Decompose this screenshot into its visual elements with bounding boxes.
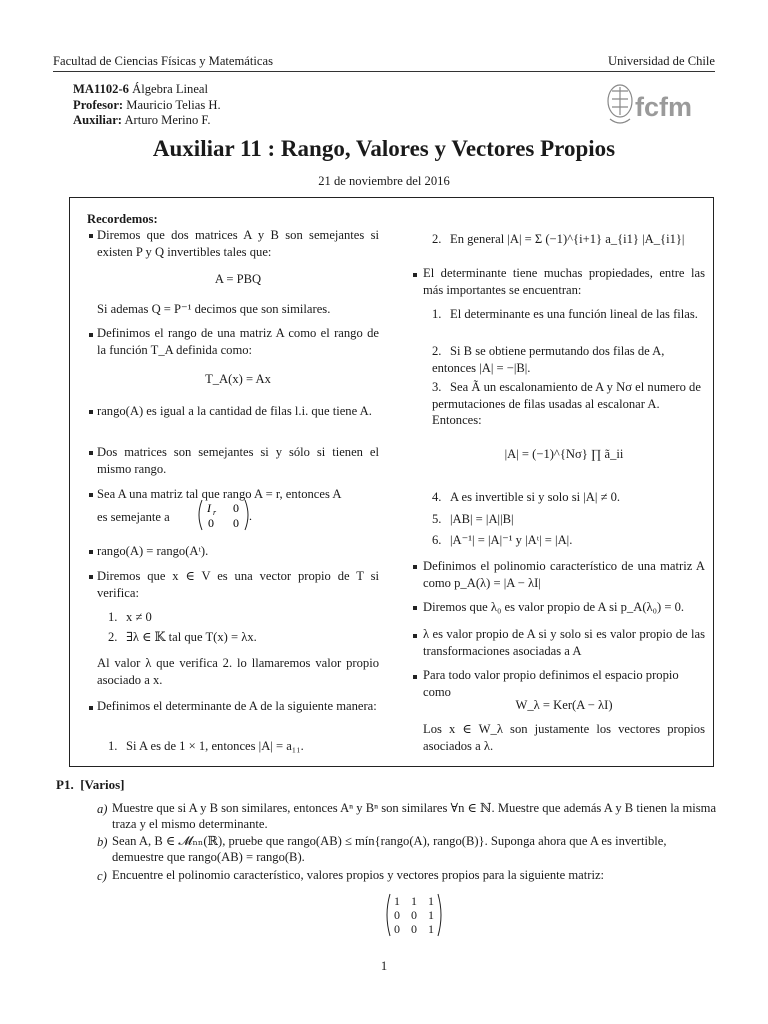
right-r2: Definimos el polinomio característico de una matriz A como p_A(λ) = |A − λI| (423, 559, 705, 590)
fcfm-logo (604, 79, 696, 129)
matrix-cell: 0 (411, 922, 417, 936)
right-r4: λ es valor propio de A si y solo si es valor propio de las transformaciones asociadas a A (423, 627, 705, 658)
matrix-cell: 0 (394, 908, 400, 922)
matrix-cell: 1 (394, 894, 400, 908)
page-title: Auxiliar 11 : Rango, Valores y Vectores Propios (152, 136, 616, 161)
left-b5a: Sea A una matriz tal que rango A = r, entonces A (97, 487, 342, 501)
right-p2: 2. Si B se obtiene permutando dos filas de A, entonces |A| = −|B|. (432, 344, 665, 375)
matrix-cell: 0 (394, 922, 400, 936)
matrix-cell: 1 (428, 908, 434, 922)
page-number: 1 (380, 959, 388, 973)
left-b7-1: 1. x ≠ 0 (108, 610, 152, 624)
right-r5c: Los x ∈ W_λ son justamente los vectores propios asociados a λ. (423, 722, 705, 753)
svg-text:0: 0 (233, 516, 239, 530)
bullet (413, 634, 417, 638)
p1-a-label: a) (97, 802, 108, 816)
bullet (89, 451, 93, 455)
bullet (413, 606, 417, 610)
left-b1: Diremos que dos matrices A y B son semejantes si existen P y Q invertibles tales que: (97, 228, 379, 259)
p1-c: Encuentre el polinomio característico, valores propios y vectores propios para la siguiente matriz: (112, 868, 605, 882)
bullet (89, 493, 93, 497)
header-faculty: Facultad de Ciencias Físicas y Matemáticas (53, 54, 273, 68)
logo-text: fcfm (635, 92, 693, 122)
svg-text:0: 0 (208, 516, 214, 530)
bullet (89, 550, 93, 554)
left-b7-2: 2. ∃λ ∈ 𝕂 tal que T(x) = λx. (108, 630, 257, 644)
left-b1b: Si ademas Q = P⁻¹ decimos que son similares. (97, 302, 331, 316)
right-r0: 2. En general |A| = Σ (−1)^{i+1} a_{i1} |A_{i1}| (432, 232, 685, 246)
right-r3: Diremos que λ₀ es valor propio de A si p_A(λ₀) = 0. (423, 600, 685, 614)
bullet (413, 273, 417, 277)
professor-label: Profesor: (73, 97, 124, 112)
recordemos-heading: Recordemos: (87, 212, 158, 226)
right-r5: Para todo valor propio definimos el espacio propio como (423, 668, 679, 699)
header-university: Universidad de Chile (607, 54, 715, 68)
left-b7: Diremos que x ∈ V es una vector propio de T si verifica: (97, 569, 379, 600)
left-b4: Dos matrices son semejantes si y sólo si tienen el mismo rango. (97, 445, 379, 476)
bullet (89, 333, 93, 337)
svg-text:I: I (207, 501, 211, 515)
p1-heading: P1. [Varios] (56, 777, 125, 792)
matrix-cell: 1 (428, 922, 434, 936)
p1-c-label: c) (97, 869, 107, 883)
eq-pbq: A = PBQ (214, 272, 262, 286)
bullet (413, 565, 417, 569)
svg-text:r: r (213, 508, 217, 517)
header-rule (53, 71, 715, 72)
auxiliar-label: Auxiliar: (73, 113, 122, 127)
bullet (89, 575, 93, 579)
left-b8: Definimos el determinante de A de la siguiente manera: (97, 699, 377, 713)
right-p6: 6. |A⁻¹| = |A|⁻¹ y |Aᵗ| = |A|. (432, 533, 573, 547)
course-code: MA1102-6 (73, 82, 129, 96)
bullet (413, 675, 417, 679)
svg-text:0: 0 (233, 501, 239, 515)
course-name: Álgebra Lineal (128, 82, 208, 96)
right-p1: 1. El determinante es una función lineal de las filas. (432, 307, 698, 321)
left-b2: Definimos el rango de una matriz A como el rango de la función T_A definida como: (97, 326, 379, 357)
p1-b-label: b) (97, 835, 108, 849)
left-b7c: Al valor λ que verifica 2. lo llamaremos valor propio asociado a x. (97, 656, 379, 687)
right-p3eq: |A| = (−1)^{Nσ} ∏ ã_ii (504, 447, 624, 461)
right-r5eq: W_λ = Ker(A − λI) (515, 698, 613, 712)
matrix-cell: 1 (411, 894, 417, 908)
left-b8-1: 1. Si A es de 1 × 1, entonces |A| = a₁₁. (108, 739, 304, 753)
bullet (89, 706, 93, 710)
left-b5b: es semejante a (97, 510, 170, 524)
svg-text:.: . (249, 509, 252, 523)
professor-name: Mauricio Telias H. (123, 97, 221, 112)
eq-ta: T_A(x) = Ax (205, 372, 271, 386)
right-r1: El determinante tiene muchas propiedades, entre las más importantes se encuentran: (423, 266, 705, 297)
block-matrix (195, 498, 255, 532)
p1-matrix (385, 892, 445, 938)
matrix-cell: 1 (428, 894, 434, 908)
date: 21 de noviembre del 2016 (318, 174, 450, 188)
left-b6: rango(A) = rango(Aᵗ). (97, 544, 209, 558)
bullet (89, 234, 93, 238)
p1-b: Sean A, B ∈ 𝓜ₙₙ(ℝ), pruebe que rango(AB) ≤ mín{rango(A), rango(B)}. Suponga ahora que A es invertible, demuestre que rango(AB) = rango(B). (112, 834, 667, 864)
recordemos-box (69, 197, 714, 767)
right-p4: 4. A es invertible si y solo si |A| ≠ 0. (432, 490, 621, 504)
p1-a: Muestre que si A y B son similares, entonces Aⁿ y Bⁿ son similares ∀n ∈ ℕ. Muestre que además A y B tienen la misma traza y el mismo determinante. (112, 801, 717, 831)
right-p3: 3. Sea Ã un escalonamiento de A y Nσ el numero de permutaciones de filas usadas al escalonar A. Entonces: (432, 380, 701, 428)
auxiliar-name: Arturo Merino F. (121, 113, 211, 127)
course-info (73, 82, 221, 129)
right-p5: 5. |AB| = |A||B| (432, 512, 514, 526)
left-b3: rango(A) es igual a la cantidad de filas l.i. que tiene A. (97, 404, 372, 418)
matrix-cell: 0 (411, 908, 417, 922)
bullet (89, 410, 93, 414)
